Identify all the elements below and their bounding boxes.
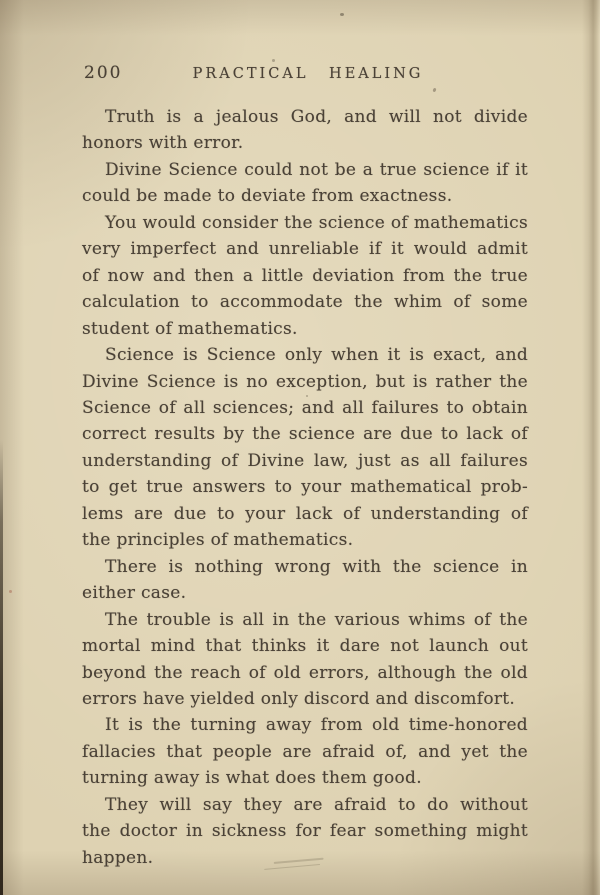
page-header <box>0 0 600 95</box>
text-line: very imperfect and unreliable if it would admit <box>82 239 528 260</box>
text-line: There is nothing wrong with the science in <box>105 556 528 577</box>
page-edge-shadow-right <box>582 0 600 895</box>
scan-speck <box>340 13 344 16</box>
text-line: mortal mind that thinks it dare not launch out <box>82 636 528 657</box>
text-line: the doctor in sickness for fear something might <box>82 821 528 842</box>
text-line: You would consider the science of mathematics <box>105 212 528 233</box>
text-line: the principles of mathematics. <box>82 530 354 551</box>
page-edge-shadow-left <box>0 440 3 895</box>
text-line: Science of all sciences; and all failures to obtain <box>82 397 528 418</box>
text-line: of now and then a little deviation from the true <box>82 265 528 286</box>
text-line: honors with error. <box>82 133 244 154</box>
text-line: Science is Science only when it is exact, and <box>105 345 528 366</box>
text-line: understanding of Divine law, just as all failures <box>82 450 528 471</box>
text-line: calculation to accommodate the whim of some <box>82 292 528 313</box>
text-line: student of mathematics. <box>82 318 298 339</box>
text-line: fallacies that people are afraid of, and yet the <box>82 741 528 762</box>
text-line: correct results by the science are due to lack of <box>82 424 528 445</box>
paragraph <box>82 607 528 713</box>
text-line: to get true answers to your mathematical prob- <box>82 477 528 498</box>
text-line: lems are due to your lack of understanding of <box>82 503 528 524</box>
scan-speck <box>306 395 308 397</box>
text-line: could be made to deviate from exactness. <box>82 186 453 207</box>
paragraph <box>82 157 528 210</box>
text-line: Truth is a jealous God, and will not divide <box>105 107 528 127</box>
text-line: happen. <box>82 847 154 868</box>
page-number: 200 <box>84 63 123 83</box>
text-line: turning away is what does them good. <box>82 768 422 789</box>
paragraph <box>82 210 528 342</box>
scan-speck <box>9 590 12 593</box>
text-line: The trouble is all in the various whims of the <box>105 609 528 630</box>
text-line: beyond the reach of old errors, although the old <box>82 662 528 683</box>
paragraph <box>82 342 528 554</box>
scan-speck <box>272 59 275 62</box>
text-line: either case. <box>82 583 187 604</box>
text-line: errors have yielded only discord and discomfort. <box>82 688 516 709</box>
running-head: PRACTICAL HEALING <box>192 66 424 82</box>
paragraph <box>82 554 528 607</box>
text-line: Divine Science is no exception, but is rather the <box>82 371 528 392</box>
page-body <box>82 104 528 871</box>
paragraph <box>82 712 528 791</box>
paragraph <box>82 104 528 157</box>
text-line: Divine Science could not be a true science if it <box>105 159 528 180</box>
text-line: They will say they are afraid to do without <box>105 794 528 815</box>
text-line: It is the turning away from old time-honored <box>105 715 528 736</box>
